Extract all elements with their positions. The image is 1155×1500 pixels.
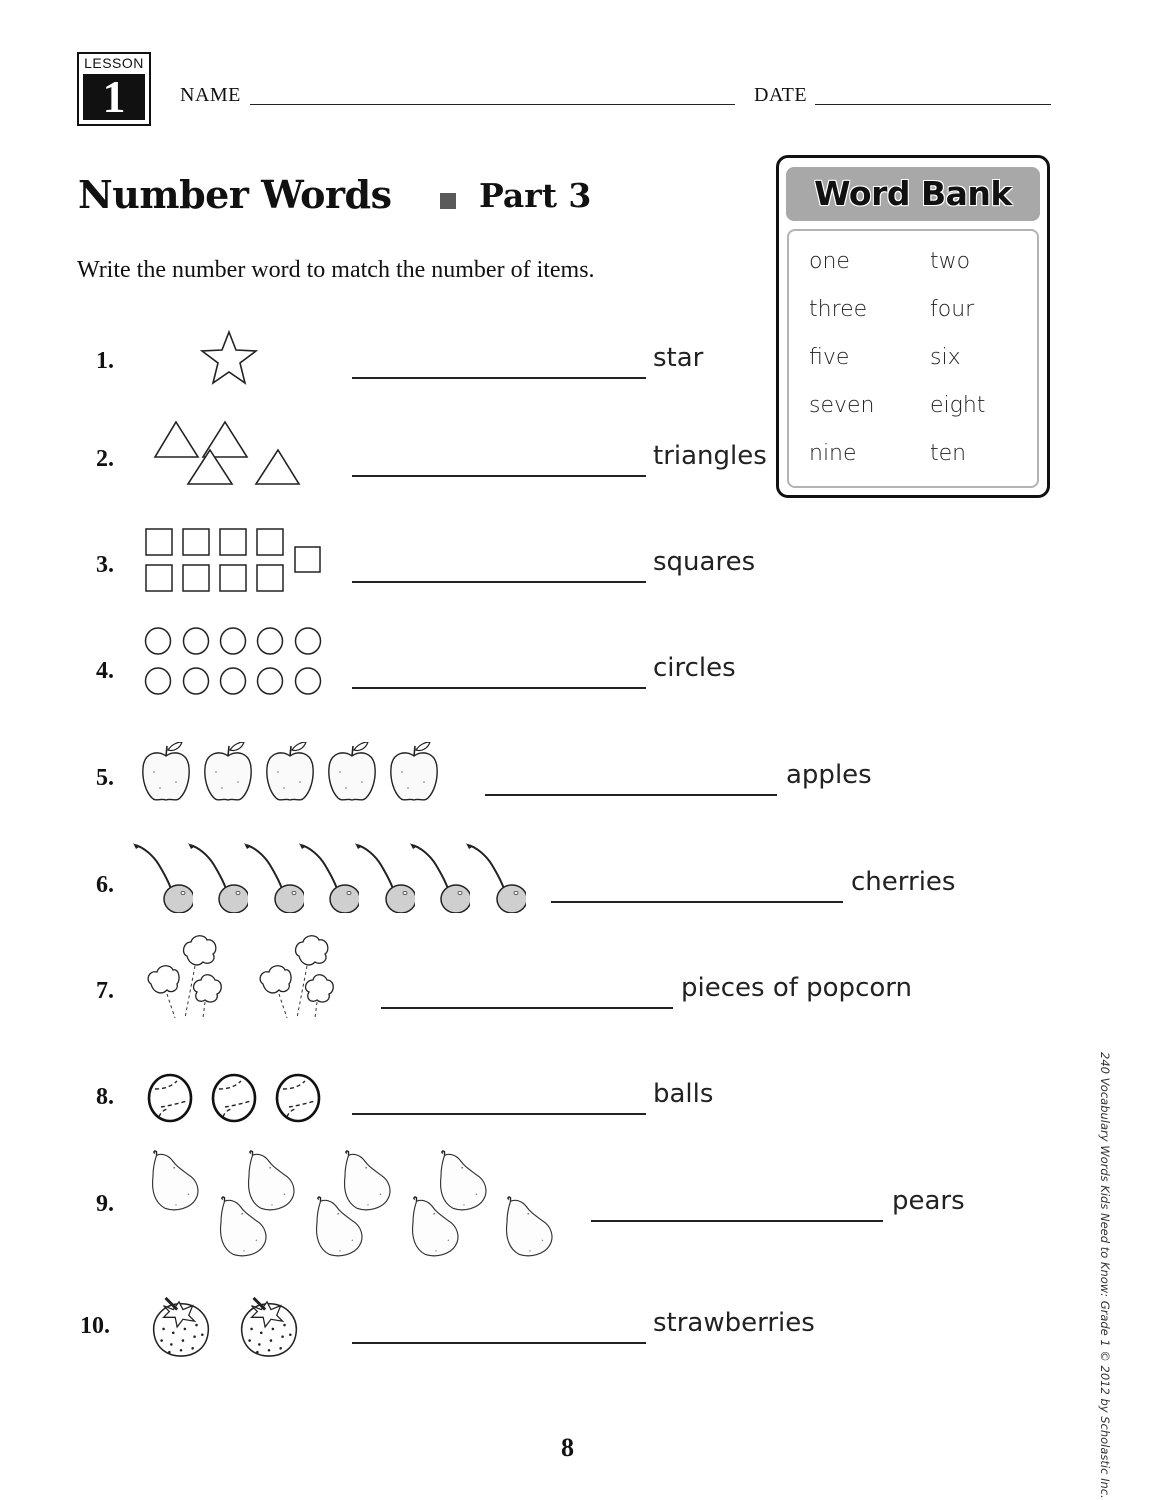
- cherry-icon: [133, 843, 533, 913]
- answer-field[interactable]: [352, 377, 646, 379]
- word-bank-title: Word Bank: [814, 174, 1012, 213]
- item-number: 2.: [96, 446, 114, 472]
- lesson-badge: [77, 52, 151, 126]
- answer-field[interactable]: [551, 901, 843, 903]
- answer-field[interactable]: [352, 581, 646, 583]
- star-icon: [200, 330, 258, 386]
- item-number: 10.: [80, 1313, 110, 1339]
- item-number: 4.: [96, 658, 114, 684]
- word-bank-word: nine: [809, 441, 857, 466]
- copyright-text: 240 Vocabulary Words Kids Need to Know: Grade 1 © 2012 by Scholastic Inc.: [1098, 1052, 1112, 1499]
- apple-icon: [140, 742, 440, 804]
- word-bank-header: [786, 167, 1040, 221]
- word-bank-word: six: [930, 345, 961, 370]
- answer-field[interactable]: [485, 794, 777, 796]
- word-bank-word: two: [930, 249, 971, 274]
- word-bank-word: ten: [930, 441, 967, 466]
- name-label: NAME: [180, 84, 241, 106]
- item-unit: strawberries: [653, 1308, 815, 1338]
- item-unit: balls: [653, 1079, 714, 1109]
- copyright-notice: [1098, 1052, 1118, 1499]
- ball-icon: [147, 1073, 327, 1123]
- answer-field[interactable]: [352, 475, 646, 477]
- strawberry-icon: [150, 1296, 302, 1358]
- word-bank-word: five: [809, 345, 850, 370]
- word-bank-word: eight: [930, 393, 986, 418]
- instructions: Write the number word to match the number of items.: [77, 257, 595, 283]
- page-subtitle: Part 3: [479, 176, 592, 215]
- answer-field[interactable]: [591, 1220, 883, 1222]
- square-icon: [145, 528, 325, 594]
- date-field[interactable]: [815, 104, 1051, 105]
- lesson-label: LESSON: [84, 55, 144, 71]
- word-bank-list: [787, 229, 1039, 488]
- answer-field[interactable]: [352, 1113, 646, 1115]
- item-unit: star: [653, 343, 704, 373]
- square-bullet-icon: [440, 193, 456, 209]
- item-unit: pieces of popcorn: [681, 973, 912, 1003]
- word-bank: [776, 155, 1050, 498]
- answer-field[interactable]: [352, 1342, 646, 1344]
- word-bank-word: seven: [809, 393, 875, 418]
- name-field[interactable]: [250, 104, 735, 105]
- item-number: 5.: [96, 765, 114, 791]
- popcorn-icon: [145, 932, 355, 1027]
- date-label: DATE: [754, 84, 808, 106]
- item-unit: cherries: [851, 867, 956, 897]
- item-unit: triangles: [653, 441, 767, 471]
- item-unit: pears: [892, 1186, 965, 1216]
- answer-field[interactable]: [352, 687, 646, 689]
- word-bank-word: three: [809, 297, 868, 322]
- item-unit: circles: [653, 653, 736, 683]
- lesson-number: 1: [83, 74, 145, 120]
- answer-field[interactable]: [381, 1007, 673, 1009]
- item-number: 1.: [96, 348, 114, 374]
- page-number: 8: [561, 1433, 574, 1462]
- pear-icon: [146, 1150, 566, 1262]
- item-number: 6.: [96, 872, 114, 898]
- item-number: 3.: [96, 552, 114, 578]
- item-unit: apples: [786, 760, 872, 790]
- item-number: 9.: [96, 1191, 114, 1217]
- word-bank-word: four: [930, 297, 975, 322]
- triangle-icon: [154, 420, 300, 488]
- item-unit: squares: [653, 547, 756, 577]
- circle-icon: [144, 627, 324, 697]
- word-bank-word: one: [809, 249, 850, 274]
- item-number: 7.: [96, 978, 114, 1004]
- item-number: 8.: [96, 1084, 114, 1110]
- page-title: Number Words: [78, 172, 392, 217]
